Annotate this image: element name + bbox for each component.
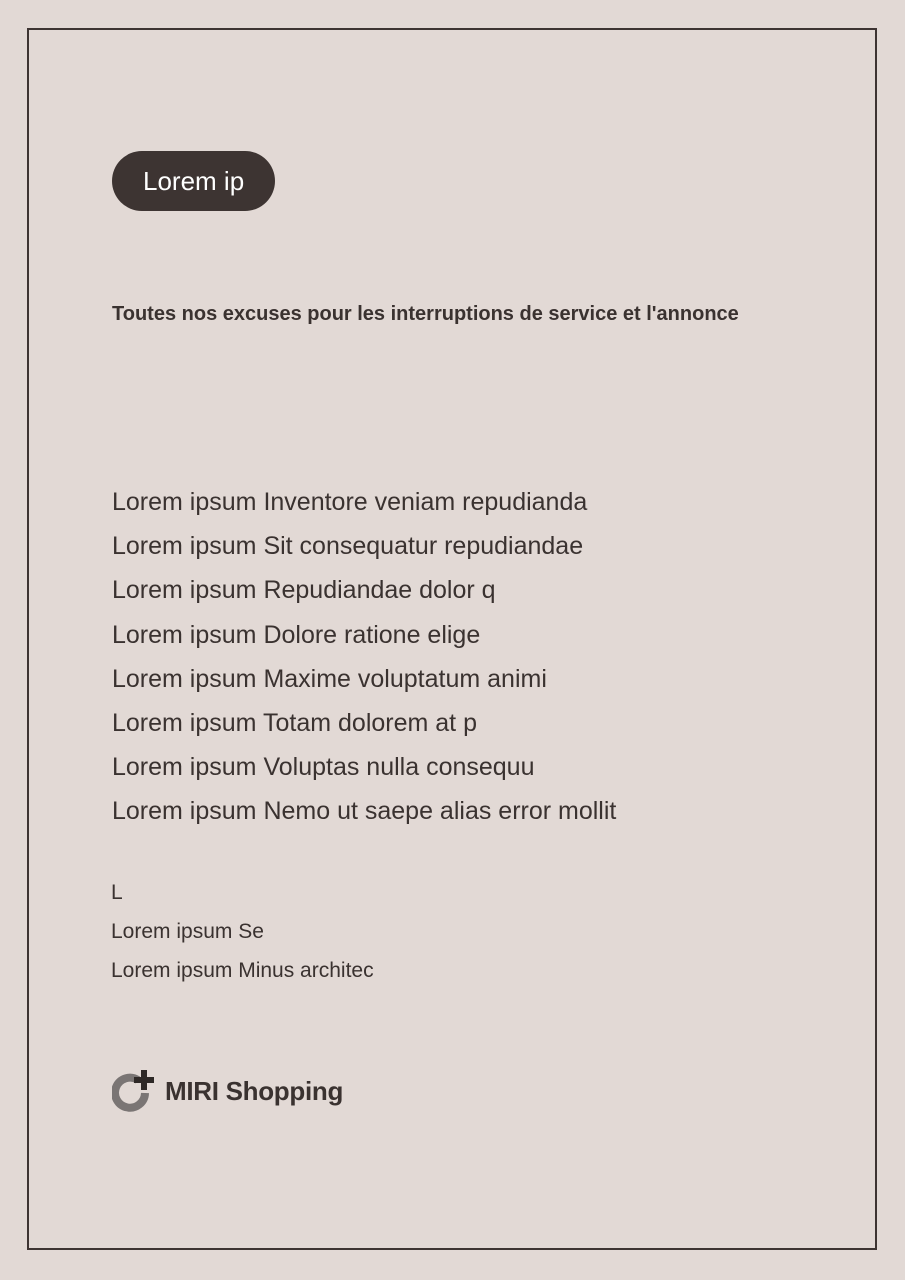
list-item: Lorem ipsum Totam dolorem at p (112, 709, 477, 738)
list-item: Lorem ipsum Sit consequatur repudiandae (112, 532, 584, 561)
list-item: Lorem ipsum Voluptas nulla consequu (112, 753, 535, 782)
list-item: Lorem ipsum Maxime voluptatum animi (112, 664, 547, 693)
secondary-list (111, 873, 374, 990)
secondary-line: Lorem ipsum Se (111, 920, 264, 943)
list-item: Lorem ipsum Inventore veniam repudianda (112, 488, 588, 516)
list-item: Lorem ipsum Repudiandae dolor q (112, 576, 496, 605)
header-pill-button[interactable]: Lorem ip (112, 151, 275, 211)
service-notice: Toutes nos excuses pour les interruptions de service et l'annonce (112, 303, 739, 325)
brand-logo (112, 1069, 343, 1113)
list-item: Lorem ipsum Dolore ratione elige (112, 620, 481, 649)
list-item: Lorem ipsum Nemo ut saepe alias error mollit (112, 797, 617, 826)
secondary-line: L (111, 881, 123, 904)
item-list (112, 480, 616, 834)
secondary-line: Lorem ipsum Minus architec (111, 959, 374, 982)
brand-logo-icon (112, 1069, 156, 1113)
brand-name: MIRI Shopping (165, 1075, 344, 1106)
